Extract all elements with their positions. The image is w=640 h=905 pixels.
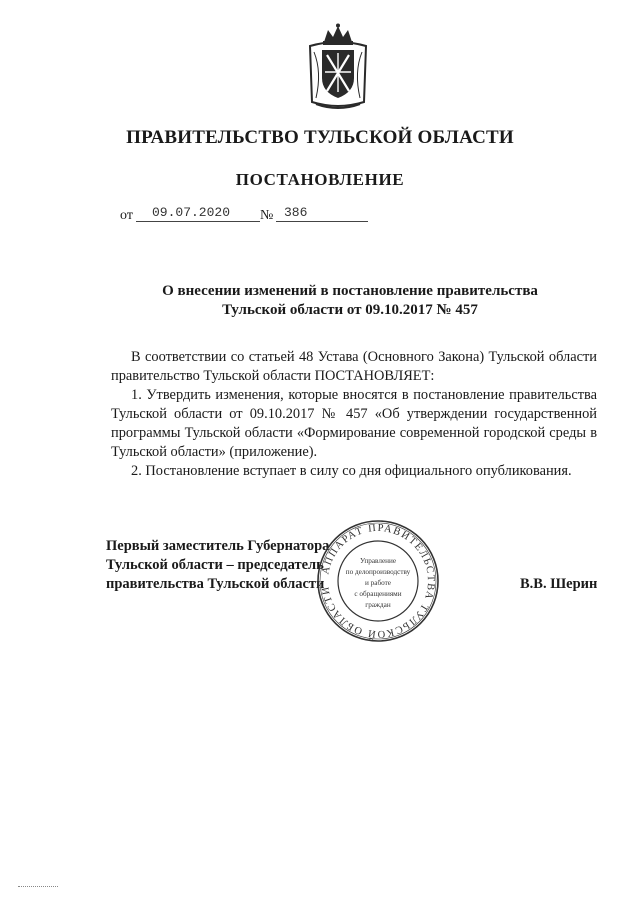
official-stamp bbox=[316, 519, 440, 643]
number-value: 386 bbox=[284, 205, 308, 220]
organization-title: ПРАВИТЕЛЬСТВО ТУЛЬСКОЙ ОБЛАСТИ bbox=[126, 127, 514, 148]
date-value: 09.07.2020 bbox=[152, 205, 231, 220]
date-label: от bbox=[120, 208, 133, 223]
number-label: № bbox=[260, 208, 274, 223]
document-subject bbox=[0, 282, 640, 320]
stamp-center-line-3: и работе bbox=[365, 579, 391, 587]
stamp-ring-text: АППАРАТ ПРАВИТЕЛЬСТВА ТУЛЬСКОЙ ОБЛАСТИ bbox=[320, 522, 437, 640]
coat-of-arms-emblem bbox=[302, 22, 374, 110]
number-underline bbox=[276, 221, 368, 222]
stamp-center-line-5: граждан bbox=[365, 601, 391, 609]
subject-line-1: О внесении изменений в постановление правительства bbox=[162, 283, 538, 299]
scan-artifact-divider bbox=[18, 886, 58, 887]
signatory-title-line-1: Первый заместитель Губернатора bbox=[106, 538, 330, 554]
document-type: ПОСТАНОВЛЕНИЕ bbox=[235, 170, 405, 189]
signatory-name: В.В. Шерин bbox=[520, 576, 598, 592]
stamp-center-line-4: с обращениями bbox=[354, 590, 402, 598]
body-intro: В соответствии со статьей 48 Устава (Основного Закона) Тульской области правительство Тульской области ПОСТАНОВЛЯЕТ: bbox=[111, 349, 597, 384]
document-body bbox=[111, 348, 597, 481]
body-item-1: 1. Утвердить изменения, которые вносятся в постановление правительства Тульской области от 09.10.2017 № 457 «Об утверждении государственной программы Тульской области «Формирование современной городской среды в Тульской области» (приложение). bbox=[111, 387, 597, 460]
signatory-title-line-3: правительства Тульской области bbox=[106, 576, 325, 592]
date-underline bbox=[136, 221, 260, 222]
signatory-title bbox=[106, 537, 329, 594]
stamp-center-line-1: Управление bbox=[359, 557, 397, 565]
signatory-title-line-2: Тульской области – председатель bbox=[106, 557, 324, 573]
body-item-2: 2. Постановление вступает в силу со дня официального опубликования. bbox=[131, 463, 572, 479]
subject-line-2: Тульской области от 09.10.2017 № 457 bbox=[222, 302, 478, 318]
stamp-center-line-2: по делопроизводству bbox=[345, 568, 411, 576]
